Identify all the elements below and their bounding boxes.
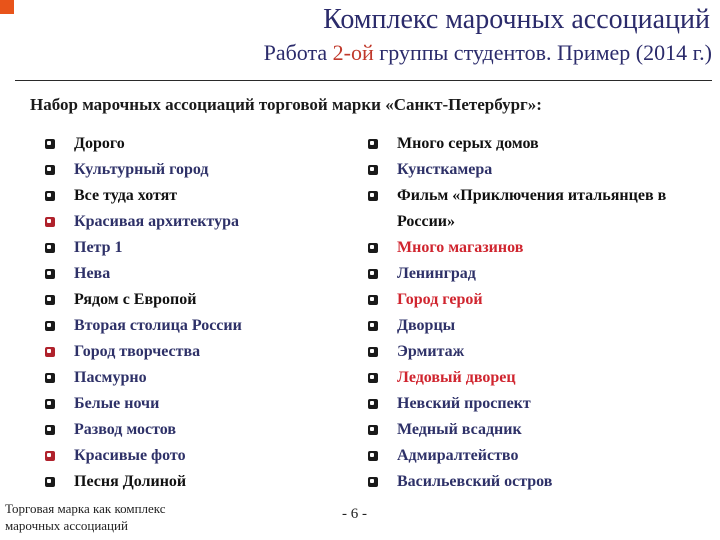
list-item (42, 209, 322, 235)
list-item-label: Красивая архитектура (74, 213, 239, 230)
subtitle-start: Работа (263, 40, 333, 65)
checkbox-bullet-icon (368, 321, 378, 331)
list-item (42, 131, 322, 157)
list-item (365, 183, 705, 235)
header-divider (15, 80, 712, 81)
list-item-label: Кунсткамера (397, 161, 493, 178)
list-item (42, 287, 322, 313)
checkbox-bullet-icon (45, 191, 55, 201)
list-item-label: Много серых домов (397, 135, 539, 152)
checkbox-bullet-icon (368, 373, 378, 383)
list-item (42, 261, 322, 287)
checkbox-bullet-icon (368, 269, 378, 279)
checkbox-bullet-icon (368, 139, 378, 149)
list-item (42, 183, 322, 209)
checkbox-bullet-icon (368, 425, 378, 435)
list-item-label: Песня Долиной (74, 473, 187, 490)
page-subtitle (264, 40, 712, 66)
checkbox-bullet-icon (368, 295, 378, 305)
list-item-label: Город герой (397, 291, 483, 308)
list-item-label: Петр 1 (74, 239, 123, 256)
list-item-label: Эрмитаж (397, 343, 465, 360)
list-item-label: Фильм «Приключения итальянцев в России» (397, 187, 667, 230)
list-item (365, 131, 705, 157)
list-item-label: Город творчества (74, 343, 201, 360)
checkbox-bullet-icon (45, 347, 55, 357)
subtitle-end: группы студентов. Пример (2014 г.) (373, 40, 712, 65)
list-item-label: Медный всадник (397, 421, 522, 438)
checkbox-bullet-icon (45, 295, 55, 305)
list-item (365, 469, 705, 495)
list-item (42, 469, 322, 495)
checkbox-bullet-icon (45, 139, 55, 149)
list-item-label: Дорого (74, 135, 125, 152)
checkbox-bullet-icon (45, 243, 55, 253)
list-item-label: Адмиралтейство (397, 447, 519, 464)
checkbox-bullet-icon (45, 321, 55, 331)
list-item (365, 391, 705, 417)
list-item (42, 313, 322, 339)
corner-accent (0, 0, 14, 14)
list-item (365, 443, 705, 469)
list-item (365, 287, 705, 313)
list-item (365, 261, 705, 287)
checkbox-bullet-icon (45, 269, 55, 279)
checkbox-bullet-icon (45, 217, 55, 227)
list-item-label: Красивые фото (74, 447, 186, 464)
checkbox-bullet-icon (368, 347, 378, 357)
list-item (42, 391, 322, 417)
list-item (42, 365, 322, 391)
checkbox-bullet-icon (368, 165, 378, 175)
checkbox-bullet-icon (45, 425, 55, 435)
list-item-label: Рядом с Европой (74, 291, 197, 308)
list-item-label: Ленинград (397, 265, 476, 282)
checkbox-bullet-icon (368, 399, 378, 409)
checkbox-bullet-icon (368, 477, 378, 487)
list-item-label: Культурный город (74, 161, 209, 178)
list-item-label: Ледовый дворец (397, 369, 516, 386)
list-item (42, 235, 322, 261)
page-title: Комплекс марочных ассоциаций (323, 4, 710, 35)
list-item (365, 313, 705, 339)
left-association-list (42, 131, 322, 495)
intro-text: Набор марочных ассоциаций торговой марки «Санкт-Петербург»: (30, 95, 542, 114)
list-item-label: Невский проспект (397, 395, 531, 412)
checkbox-bullet-icon (45, 165, 55, 175)
list-item (42, 443, 322, 469)
checkbox-bullet-icon (368, 451, 378, 461)
list-item (365, 339, 705, 365)
list-item-label: Пасмурно (74, 369, 147, 386)
list-item (42, 157, 322, 183)
list-item (365, 235, 705, 261)
list-item-label: Белые ночи (74, 395, 160, 412)
list-item-label: Нева (74, 265, 111, 282)
list-item (365, 365, 705, 391)
right-association-list (365, 131, 705, 495)
list-item (365, 157, 705, 183)
subtitle-accent: 2-ой (332, 40, 374, 65)
footer-source: Торговая марка как комплекс марочных ассоциаций (5, 501, 166, 533)
checkbox-bullet-icon (368, 243, 378, 253)
checkbox-bullet-icon (45, 451, 55, 461)
list-item-label: Развод мостов (74, 421, 177, 438)
list-item (42, 417, 322, 443)
list-item-label: Дворцы (397, 317, 456, 334)
checkbox-bullet-icon (45, 373, 55, 383)
list-item-label: Вторая столица России (74, 317, 242, 334)
list-item-label: Много магазинов (397, 239, 524, 256)
list-item-label: Васильевский остров (397, 473, 553, 490)
checkbox-bullet-icon (368, 191, 378, 201)
checkbox-bullet-icon (45, 477, 55, 487)
list-item (365, 417, 705, 443)
checkbox-bullet-icon (45, 399, 55, 409)
list-item (42, 339, 322, 365)
page-number: - 6 - (342, 506, 367, 522)
list-item-label: Все туда хотят (74, 187, 178, 204)
